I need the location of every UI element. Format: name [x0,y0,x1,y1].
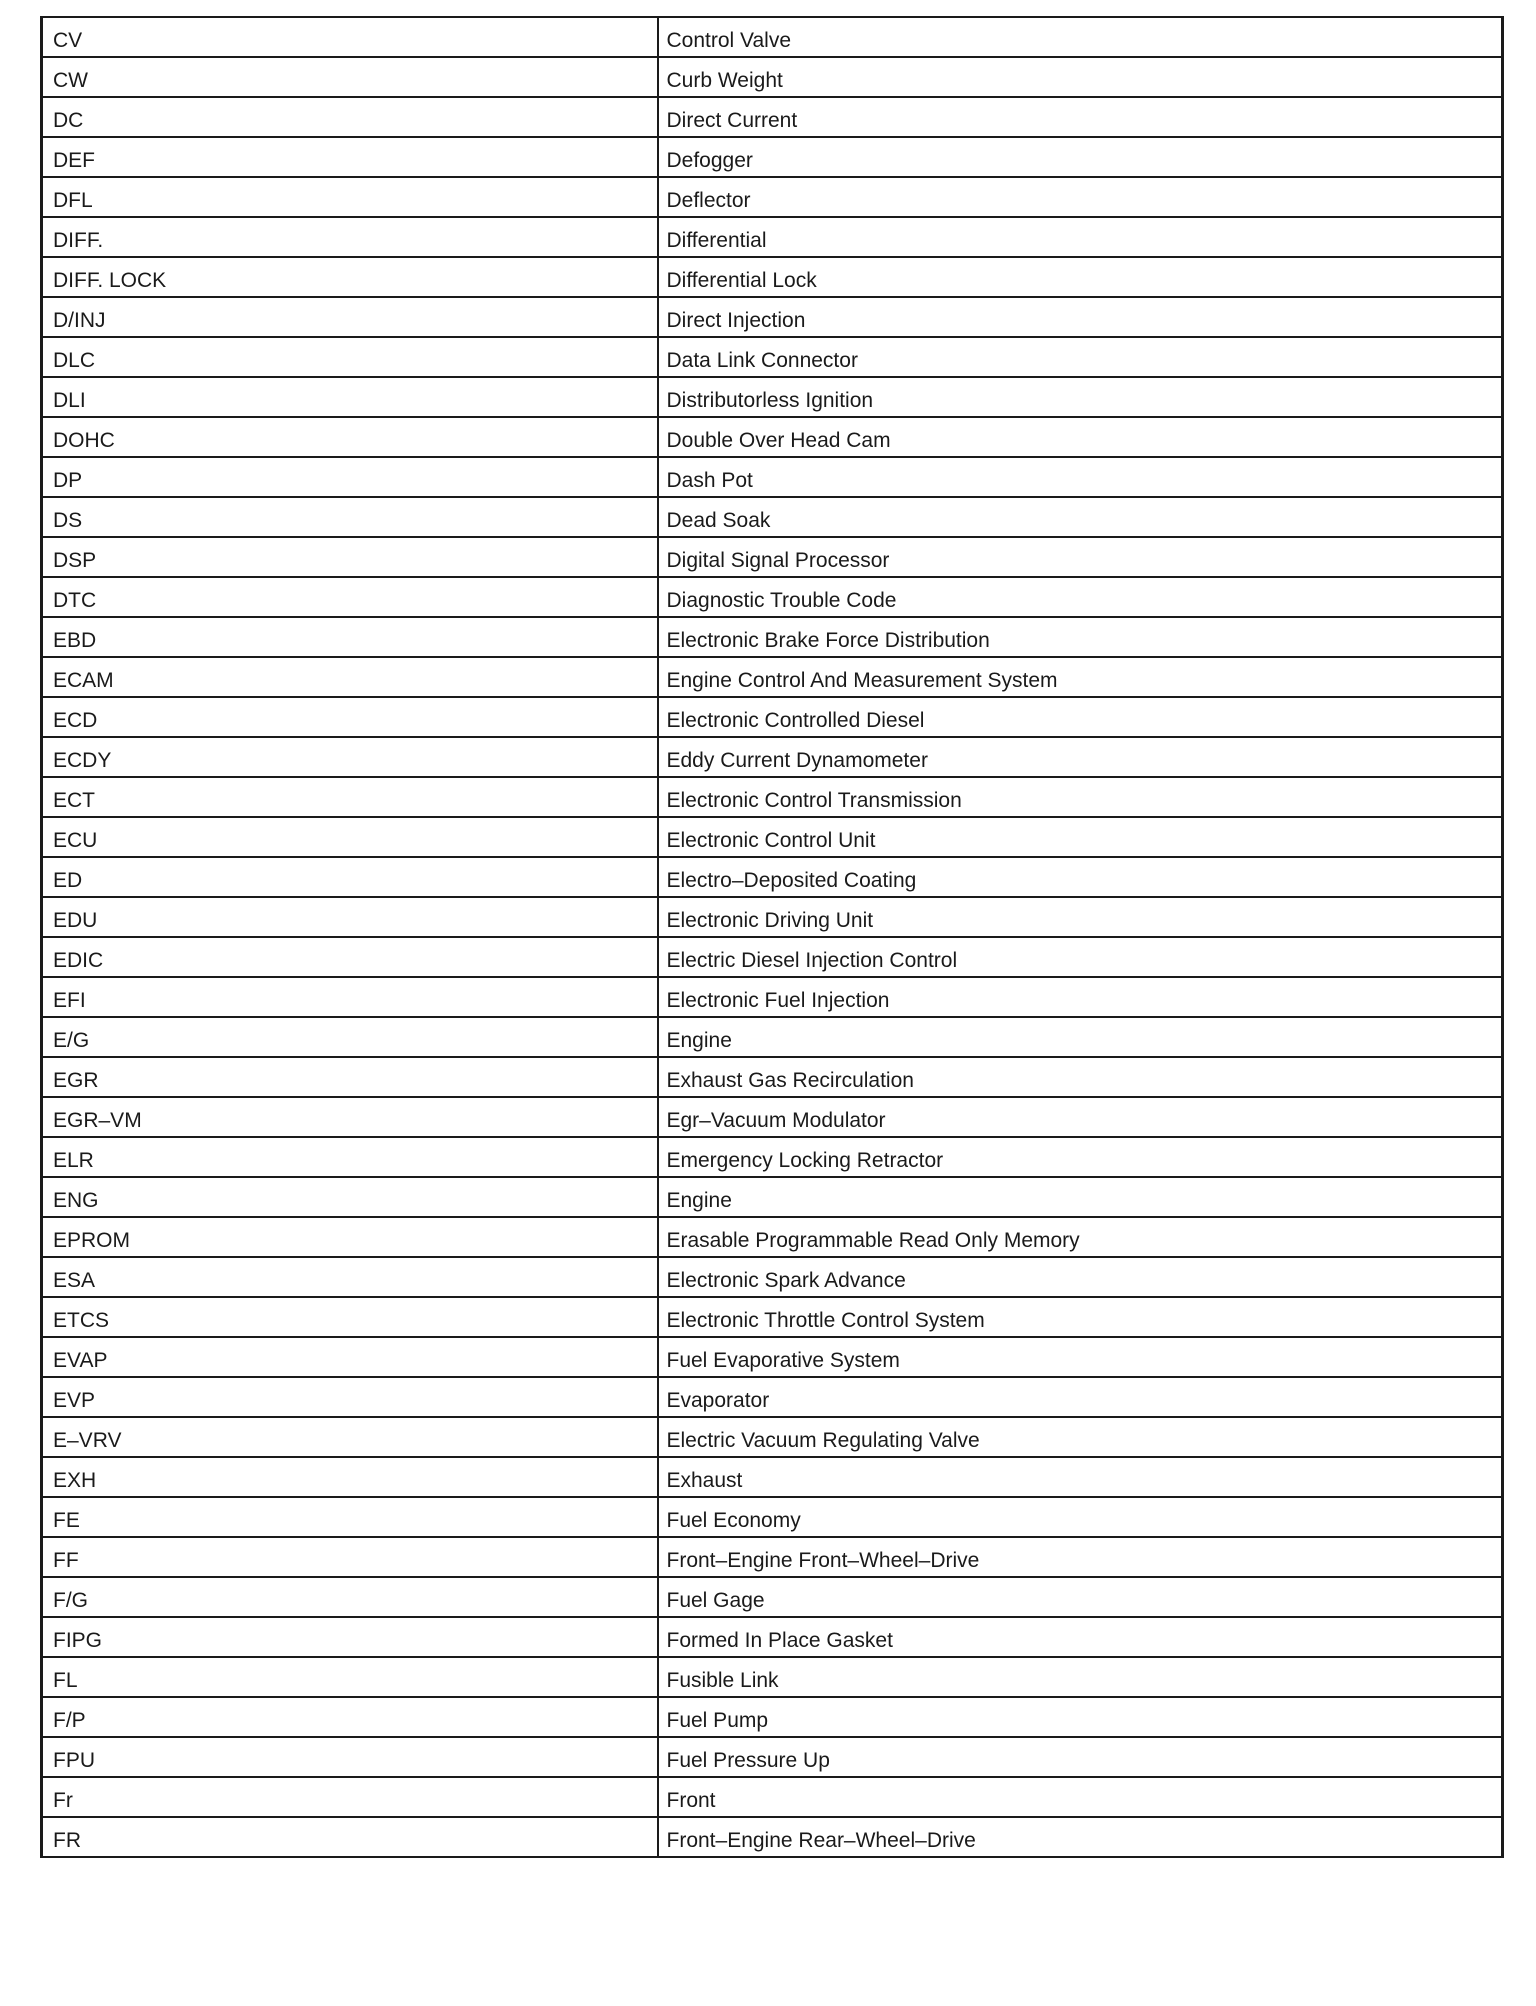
table-row [42,1017,1503,1057]
table-row [42,1497,1503,1537]
table-row [42,1777,1503,1817]
description-cell: Erasable Programmable Read Only Memory [658,1217,1503,1257]
abbreviation-cell: DLC [42,337,658,377]
table-row [42,417,1503,457]
description-cell: Front [658,1777,1503,1817]
table-row [42,537,1503,577]
description-cell: Distributorless Ignition [658,377,1503,417]
abbreviation-cell: FL [42,1657,658,1697]
description-cell: Digital Signal Processor [658,537,1503,577]
description-cell: Electro–Deposited Coating [658,857,1503,897]
table-row [42,217,1503,257]
table-row [42,777,1503,817]
abbreviation-cell: ECAM [42,657,658,697]
abbreviation-cell: FF [42,1537,658,1577]
description-cell: Defogger [658,137,1503,177]
table-row [42,177,1503,217]
abbreviation-cell: FR [42,1817,658,1857]
description-cell: Direct Injection [658,297,1503,337]
abbreviation-cell: ENG [42,1177,658,1217]
abbreviation-cell: ECDY [42,737,658,777]
description-cell: Engine Control And Measurement System [658,657,1503,697]
abbreviation-table-body [42,17,1503,1857]
table-row [42,97,1503,137]
abbreviation-cell: EVP [42,1377,658,1417]
abbreviation-table [40,16,1504,1858]
table-row [42,817,1503,857]
table-row [42,1657,1503,1697]
abbreviation-cell: EVAP [42,1337,658,1377]
description-cell: Electronic Driving Unit [658,897,1503,937]
abbreviation-cell: DOHC [42,417,658,457]
abbreviation-cell: DEF [42,137,658,177]
description-cell: Electronic Throttle Control System [658,1297,1503,1337]
table-row [42,1337,1503,1377]
abbreviation-cell: DIFF. LOCK [42,257,658,297]
table-row [42,137,1503,177]
description-cell: Electric Vacuum Regulating Valve [658,1417,1503,1457]
abbreviation-cell: CV [42,17,658,57]
table-row [42,617,1503,657]
abbreviation-cell: EGR–VM [42,1097,658,1137]
abbreviation-cell: DFL [42,177,658,217]
description-cell: Dash Pot [658,457,1503,497]
table-row [42,737,1503,777]
description-cell: Fuel Gage [658,1577,1503,1617]
description-cell: Electronic Spark Advance [658,1257,1503,1297]
description-cell: Curb Weight [658,57,1503,97]
abbreviation-cell: ECD [42,697,658,737]
abbreviation-cell: ECT [42,777,658,817]
abbreviation-cell: DC [42,97,658,137]
abbreviation-cell: ED [42,857,658,897]
description-cell: Emergency Locking Retractor [658,1137,1503,1177]
description-cell: Fuel Pressure Up [658,1737,1503,1777]
abbreviation-cell: DLI [42,377,658,417]
table-row [42,937,1503,977]
table-row [42,1817,1503,1857]
abbreviation-cell: CW [42,57,658,97]
description-cell: Direct Current [658,97,1503,137]
abbreviation-cell: D/INJ [42,297,658,337]
abbreviation-cell: ECU [42,817,658,857]
abbreviation-cell: FE [42,1497,658,1537]
abbreviation-cell: DIFF. [42,217,658,257]
description-cell: Electronic Control Transmission [658,777,1503,817]
table-row [42,17,1503,57]
table-row [42,337,1503,377]
abbreviation-cell: ETCS [42,1297,658,1337]
abbreviation-cell: ELR [42,1137,658,1177]
table-row [42,577,1503,617]
description-cell: Differential [658,217,1503,257]
table-row [42,697,1503,737]
description-cell: Engine [658,1017,1503,1057]
description-cell: Electronic Control Unit [658,817,1503,857]
description-cell: Deflector [658,177,1503,217]
table-row [42,1057,1503,1097]
table-row [42,457,1503,497]
table-row [42,257,1503,297]
abbreviation-cell: EBD [42,617,658,657]
table-row [42,57,1503,97]
table-row [42,1417,1503,1457]
description-cell: Fuel Pump [658,1697,1503,1737]
description-cell: Data Link Connector [658,337,1503,377]
description-cell: Fuel Economy [658,1497,1503,1537]
table-row [42,1097,1503,1137]
description-cell: Diagnostic Trouble Code [658,577,1503,617]
abbreviation-cell: EDIC [42,937,658,977]
abbreviation-cell: DS [42,497,658,537]
table-row [42,377,1503,417]
description-cell: Front–Engine Front–Wheel–Drive [658,1537,1503,1577]
description-cell: Electronic Controlled Diesel [658,697,1503,737]
table-row [42,1137,1503,1177]
abbreviation-cell: DSP [42,537,658,577]
description-cell: Evaporator [658,1377,1503,1417]
description-cell: Dead Soak [658,497,1503,537]
description-cell: Double Over Head Cam [658,417,1503,457]
description-cell: Front–Engine Rear–Wheel–Drive [658,1817,1503,1857]
abbreviation-cell: E–VRV [42,1417,658,1457]
abbreviation-cell: EPROM [42,1217,658,1257]
table-row [42,1537,1503,1577]
abbreviation-cell: EXH [42,1457,658,1497]
description-cell: Differential Lock [658,257,1503,297]
description-cell: Engine [658,1177,1503,1217]
description-cell: Exhaust [658,1457,1503,1497]
table-row [42,497,1503,537]
table-row [42,1377,1503,1417]
description-cell: Electronic Fuel Injection [658,977,1503,1017]
table-row [42,657,1503,697]
table-row [42,1257,1503,1297]
table-row [42,1177,1503,1217]
abbreviation-cell: F/P [42,1697,658,1737]
table-row [42,1577,1503,1617]
description-cell: Electronic Brake Force Distribution [658,617,1503,657]
table-row [42,297,1503,337]
abbreviation-cell: FPU [42,1737,658,1777]
description-cell: Control Valve [658,17,1503,57]
description-cell: Fuel Evaporative System [658,1337,1503,1377]
abbreviation-cell: DTC [42,577,658,617]
description-cell: Formed In Place Gasket [658,1617,1503,1657]
table-row [42,1737,1503,1777]
abbreviation-cell: F/G [42,1577,658,1617]
abbreviation-cell: FIPG [42,1617,658,1657]
table-row [42,1617,1503,1657]
description-cell: Eddy Current Dynamometer [658,737,1503,777]
table-row [42,1217,1503,1257]
table-row [42,977,1503,1017]
table-row [42,857,1503,897]
abbreviation-cell: EFI [42,977,658,1017]
abbreviation-cell: EDU [42,897,658,937]
abbreviation-cell: EGR [42,1057,658,1097]
table-row [42,1457,1503,1497]
description-cell: Exhaust Gas Recirculation [658,1057,1503,1097]
abbreviation-cell: Fr [42,1777,658,1817]
abbreviation-cell: DP [42,457,658,497]
table-row [42,1697,1503,1737]
description-cell: Egr–Vacuum Modulator [658,1097,1503,1137]
abbreviation-cell: ESA [42,1257,658,1297]
description-cell: Electric Diesel Injection Control [658,937,1503,977]
abbreviation-cell: E/G [42,1017,658,1057]
description-cell: Fusible Link [658,1657,1503,1697]
table-row [42,897,1503,937]
table-row [42,1297,1503,1337]
